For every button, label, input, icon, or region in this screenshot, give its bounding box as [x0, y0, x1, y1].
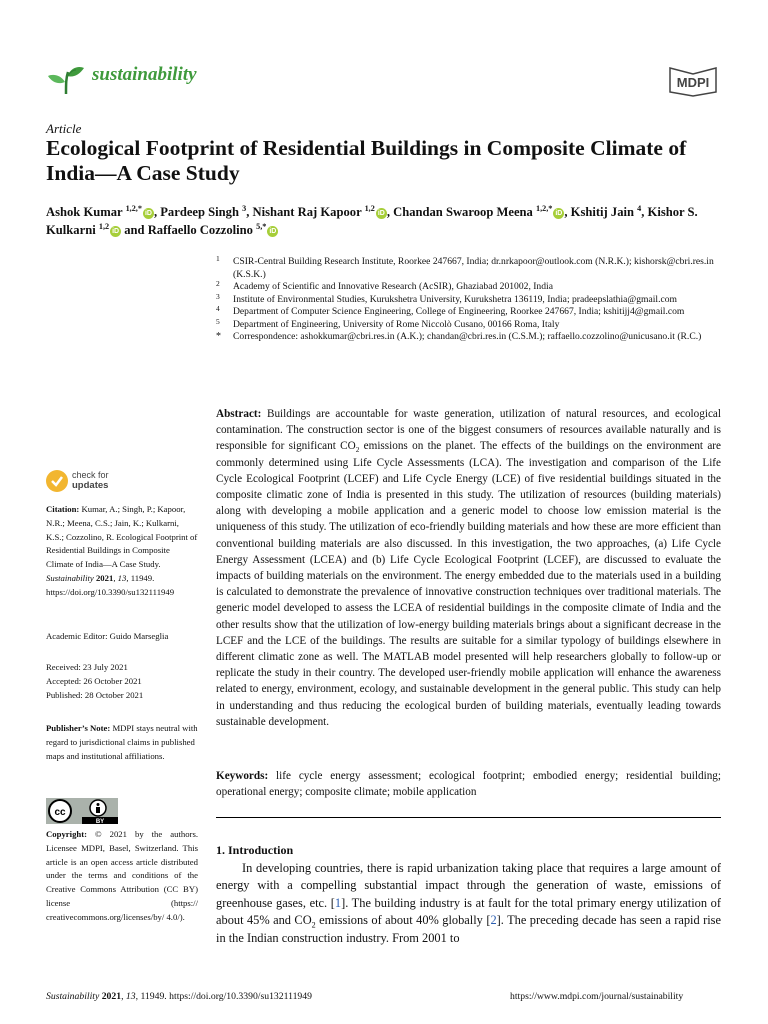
- affiliation-item: [216, 291, 731, 307]
- author-affiliation-sup: 3: [242, 203, 247, 213]
- affiliation-text: CSIR-Central Building Research Institute, Roorkee 247667, India; dr.nrkapoor@outlook.com (N.R.K.); kishorsk@cbri.res.in (K.S.K.): [233, 256, 714, 280]
- affiliation-item: [216, 281, 731, 294]
- section-heading-introduction: 1. Introduction: [216, 843, 294, 857]
- article-type: Article: [46, 121, 82, 136]
- abstract: [216, 406, 721, 730]
- keywords-text: life cycle energy assessment; ecological footprint; embodied energy; residential building; operational energy; composite climate; mobile application: [216, 770, 721, 798]
- check-updates-icon: [46, 470, 68, 492]
- author-name: Kishor S. Kulkarni: [46, 205, 698, 237]
- cc-text: cc: [54, 807, 66, 818]
- orcid-icon[interactable]: iD: [269, 227, 277, 235]
- date-published: Published: 28 October 2021: [46, 689, 144, 700]
- check-for-updates-button[interactable]: [46, 470, 156, 494]
- affiliation-text: Correspondence: ashokkumar@cbri.res.in (A.K.); chandan@cbri.res.in (C.S.M.); raffaello.cozzolino@unicusano.it (R.C.): [233, 331, 702, 342]
- mdpi-logo-icon: [666, 64, 720, 98]
- paper-title: Ecological Footprint of Residential Buildings in Composite Climate of India—A Case Study: [46, 136, 687, 185]
- author-name: Kshitij Jain: [570, 205, 638, 219]
- abstract-text-1: Buildings are accountable for waste generation, utilization of natural resources, and ecological contamination. The construction sector is one of the biggest consumers of resources available naturally and is responsible for significant CO: [216, 408, 721, 453]
- affiliation-number: 5: [216, 316, 220, 326]
- affiliation-text: Academy of Scientific and Innovative Research (AcSIR), Ghaziabad 201002, India: [233, 281, 553, 292]
- abstract-text-2: emissions on the planet. The effects of the buildings on the environment are commonly determined using Life Cycle Assessments (LCA). The investigation and comparison of the Life Cycle Ecological Footprint (LCEF) and Life Cycle Energy (LCE) of five residential buildings situated in the composite climatic zone of India is presented in this study. The utilization of resources (building materials) along with developing a mobile application and a generic model to choose low emission material is the uniqueness of this study. The utilization of eco-friendly building materials and how these are more efficient than conventional building materials are also discussed. In this investigation, the two approaches, (a) Life Cycle Energy Assessment (LCEA) and (b) Life Cycle Ecological Footprint (LCEF), are discussed to evaluate the impacts of building materials on the environment. The energy embedded due to the materials used in a building is calculated to demonstrate the prevalence of innovative construction techniques over traditional materials. The generic model developed to assess the LCEA of residential buildings in the composite climate of India and the other results show that the utilization of low-energy building materials brings about a significant decrease in the LCEF and the LCE of the buildings. The results are suitable for a similar typology of buildings elsewhere in different climatic zone as well. The MATLAB model presented will help researchers globally to follow-up or replicate the study in their country. The developed user-friendly mobile application will enhance the awareness related to energy, environment, ecology, and sustainable development in the general public. This study can help in understanding and thus reducing the ecological burden of building materials, eventually leading towards sustainable development.: [216, 440, 721, 728]
- cc-by-license-icon[interactable]: [46, 798, 118, 824]
- reference-link-1[interactable]: 1: [334, 895, 342, 910]
- affiliations: [216, 256, 731, 344]
- journal-name: sustainability: [92, 64, 197, 85]
- orcid-icon[interactable]: iD: [377, 209, 385, 217]
- check-updates-line2: updates: [72, 480, 109, 491]
- keywords: [216, 768, 721, 800]
- author-list: Ashok Kumar $^{1,2,*}$iD , Pardeep Singh $^3$, Nishant Raj Kapoor $^{1,2}$iD , Chandan Swaroop Meena $^{1,2,*}$iD , Kshitij Jain $^4$, Kishor S. Kulkarni $^{1,2}$iD and Raffaello Cozzolino $^{5,*}$iD: [46, 203, 698, 237]
- academic-editor: Academic Editor: Guido Marseglia: [46, 631, 169, 641]
- author-affiliation-sup: 1,2: [98, 221, 110, 231]
- affiliation-item: [216, 331, 731, 344]
- affiliation-number: 1: [216, 254, 220, 263]
- orcid-icon[interactable]: iD: [144, 209, 152, 217]
- affiliation-number: 3: [216, 291, 220, 301]
- citation-label: Citation:: [46, 504, 80, 514]
- author-name: Raffaello Cozzolino: [147, 223, 257, 237]
- orcid-icon[interactable]: iD: [112, 227, 120, 235]
- author-name: Chandan Swaroop Meena: [393, 205, 536, 219]
- date-received: Received: 23 July 2021: [46, 662, 128, 672]
- author-affiliation-sup: 1,2,*: [125, 203, 142, 213]
- dates-block: [46, 661, 198, 702]
- footer-citation: Sustainability 2021, 13, 11949. https://doi.org/10.3390/su132111949: [46, 991, 312, 1002]
- section-divider: [216, 817, 721, 818]
- author-name: Ashok Kumar: [46, 205, 126, 219]
- abstract-subscript: 2: [355, 446, 360, 455]
- affiliation-number: 2: [216, 279, 220, 288]
- check-updates-line1: check for: [72, 470, 109, 480]
- affiliation-number: *: [216, 331, 221, 342]
- by-text: BY: [95, 819, 105, 824]
- affiliation-text: Department of Engineering, University of Rome Niccolò Cusano, 00166 Roma, Italy: [233, 318, 560, 330]
- author-affiliation-sup: 1,2: [364, 203, 375, 213]
- author-affiliation-sup: 4: [637, 203, 642, 213]
- affiliation-text: Department of Computer Science Engineering, College of Engineering, Roorkee 247667, India; kshitijj4@gmail.com: [233, 306, 685, 317]
- publisher-note: Publisher’s Note: MDPI stays neutral with regard to jurisdictional claims in published maps and institutional affiliations.: [46, 723, 198, 761]
- affiliation-text: Institute of Environmental Studies, Kurukshetra University, Kurukshetra 136119, India; pradeepslathia@gmail.com: [233, 293, 678, 305]
- publisher-name: MDPI: [676, 75, 710, 90]
- orcid-icon[interactable]: iD: [555, 209, 563, 217]
- affiliation-number: 4: [216, 304, 220, 313]
- affiliation-item: [216, 316, 731, 332]
- citation-block: Citation: Kumar, A.; Singh, P.; Kapoor, N.R.; Meena, C.S.; Jain, K.; Kulkarni, K.S.; Cozzolino, R. Ecological Footprint of Residential Buildings in Composite Climate of India—A Case Study. Sustainability 2021, 13, 11949. https://doi.org/10.3390/su132111949: [46, 504, 198, 597]
- copyright-block: Copyright: © 2021 by the authors. Licensee MDPI, Basel, Switzerland. This article is an open access article distributed under the terms and conditions of the Creative Commons Attribution (CC BY) license (https:// creativecommons.org/licenses/by/ 4.0/).: [46, 829, 198, 922]
- journal-leaf-logo-icon: [46, 58, 86, 98]
- introduction-text: In developing countries, there is rapid urbanization taking place that requires a large amount of energy with a compelling substantial impact through the generation of waste, emissions of greenhouse gases, etc. [1]. The building industry is at fault for the total primary energy utilization of about 45% and $CO_2$ emissions of about 40% globally [2]. The preceding decade has seen a rapid rise in the Indian construction industry. From 2001 to: [216, 861, 721, 945]
- affiliation-item: [216, 256, 731, 281]
- keywords-label: Keywords:: [216, 770, 269, 782]
- reference-link-2[interactable]: 2: [490, 913, 497, 928]
- author-affiliation-sup: 5,*: [256, 221, 267, 231]
- abstract-label: Abstract:: [216, 408, 262, 420]
- footer-journal-url[interactable]: https://www.mdpi.com/journal/sustainability: [510, 991, 684, 1002]
- author-name: Nishant Raj Kapoor: [252, 205, 365, 219]
- citation-doi-link[interactable]: , 11949. https://doi.org/10.3390/su132111949: [46, 572, 175, 597]
- author-affiliation-sup: 1,2,*: [535, 203, 553, 213]
- date-accepted: Accepted: 26 October 2021: [46, 675, 142, 686]
- affiliation-item: [216, 306, 731, 319]
- footer-doi-link[interactable]: , 11949. https://doi.org/10.3390/su132111949: [135, 991, 312, 1002]
- author-name: Pardeep Singh: [160, 205, 243, 219]
